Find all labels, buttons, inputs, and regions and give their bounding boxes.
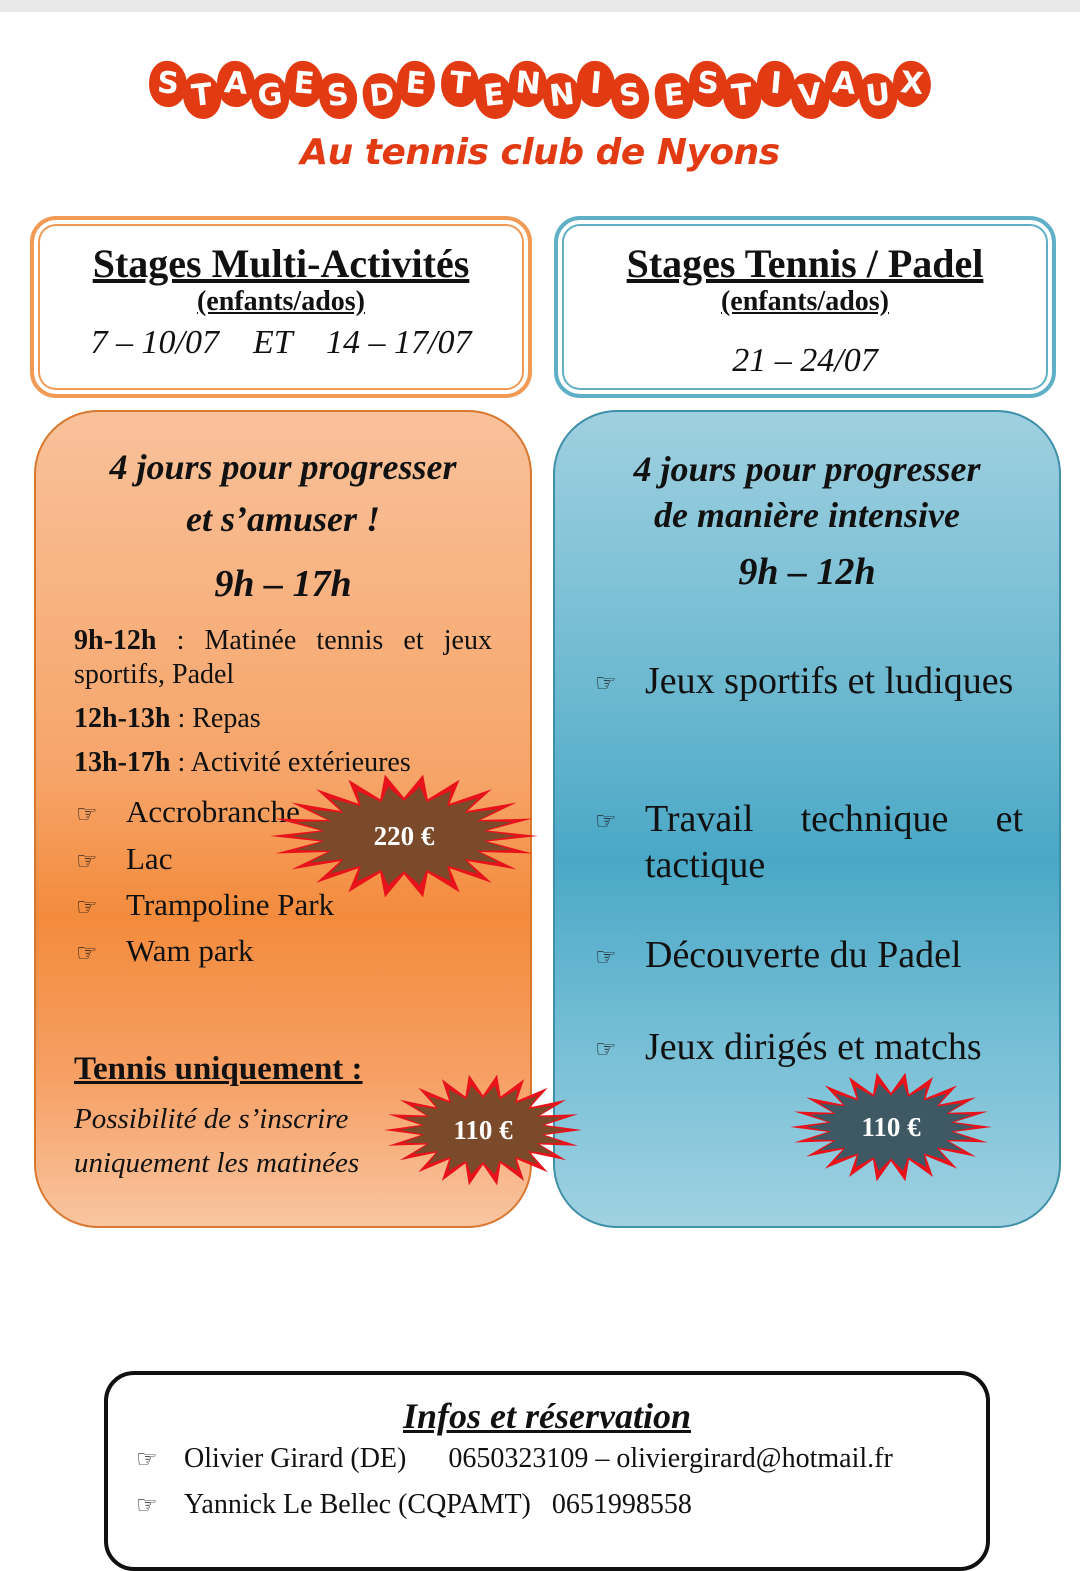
tennis-item-label: Travail technique et tactique [645,798,1023,886]
schedule-time: 12h-13h [74,703,171,734]
pointing-hand-icon: ☞ [595,1035,617,1063]
activity-item [76,841,172,877]
activity-label: Accrobranche [126,794,300,829]
page-subtitle: Au tennis club de Nyons [300,132,780,173]
tennis-only-line-1: Possibilité de s’inscrire [74,1103,349,1135]
right-hours: 9h – 12h [738,551,876,593]
title-letter: N [541,71,584,121]
title-letter: S [687,59,729,108]
activity-label: Lac [126,841,173,876]
tennis-padel-header [554,216,1056,398]
pointing-hand-icon: ☞ [595,943,617,971]
title-letter: S [609,71,652,121]
activity-label: Trampoline Park [126,887,335,922]
title-letter: T [439,59,481,108]
activity-item [76,794,300,830]
info-title: Infos et réservation [403,1396,691,1436]
right-headline-2: de manière intensive [654,495,960,535]
page-title [60,48,1020,128]
info-box [104,1371,990,1571]
schedule-time: 9h-12h [74,625,157,656]
multi-activites-title: Stages Multi-Activités [92,241,470,286]
tennis-item-label: Découverte du Padel [645,934,962,976]
tennis-padel-audience: (enfants/ados) [720,286,889,317]
left-headline-1: 4 jours pour progresser [109,447,457,487]
activity-item [76,933,253,969]
tennis-only-title: Tennis uniquement : [74,1051,363,1087]
title-letter: T [721,71,764,121]
contact-text: Yannick Le Bellec (CQPAMT) 0651998558 [184,1489,692,1520]
price-badge-multi [268,772,540,900]
tennis-only-line-2: uniquement les matinées [74,1147,360,1179]
contact-text: Olivier Girard (DE) 0650323109 – oliviergirard@hotmail.fr [184,1443,893,1474]
title-letter: X [891,59,933,108]
top-bar [0,0,1080,12]
schedule-text: : Matinée tennis et jeux sportifs, Padel [74,625,492,690]
pointing-hand-icon: ☞ [595,669,617,697]
pointing-hand-icon: ☞ [76,847,98,875]
price-tennis-padel: 110 € [861,1111,921,1142]
title-letter: D [361,71,404,121]
pointing-hand-icon: ☞ [76,893,98,921]
pointing-hand-icon: ☞ [136,1491,158,1519]
title-letter: T [181,71,224,121]
title-letter: I [755,59,797,108]
price-badge-tennis-padel [788,1070,994,1184]
title-letter: A [215,59,257,108]
schedule-text: : Activité extérieures [170,747,411,778]
schedule-item [74,702,261,736]
title-letter: V [789,71,832,121]
price-badge-tennis-only [382,1072,584,1188]
multi-activites-audience: (enfants/ados) [196,286,365,317]
title-letter: E [395,59,437,108]
title-letter: N [507,59,549,108]
multi-activites-dates: 7 – 10/07 ET 14 – 17/07 [90,324,472,361]
title-letter: U [857,71,900,121]
tennis-item-label: Jeux dirigés et matchs [645,1026,982,1068]
title-letter: I [575,59,617,108]
activity-label: Wam park [126,933,254,968]
schedule-time: 13h-17h [74,747,171,778]
title-letter: S [317,71,360,121]
title-letter: E [653,71,696,121]
contact-line [136,1489,692,1521]
title-letter: G [249,71,292,121]
title-letter: A [823,59,865,108]
title-letter: S [147,59,189,108]
pointing-hand-icon: ☞ [76,939,98,967]
pointing-hand-icon: ☞ [76,800,98,828]
contact-line [136,1443,893,1475]
title-letter: E [473,71,516,121]
right-headline-1: 4 jours pour progresser [633,449,981,489]
pointing-hand-icon: ☞ [136,1445,158,1473]
schedule-text: : Repas [170,703,261,734]
price-multi: 220 € [373,820,435,851]
left-hours: 9h – 17h [214,563,352,605]
tennis-padel-title: Stages Tennis / Padel [626,241,984,286]
multi-activites-header [30,216,532,398]
schedule-item [74,624,492,692]
pointing-hand-icon: ☞ [595,807,617,835]
tennis-item-label: Jeux sportifs et ludiques [645,660,1014,702]
price-tennis-only: 110 € [453,1114,513,1145]
title-letter: E [283,59,325,108]
tennis-padel-dates: 21 – 24/07 [732,342,878,379]
left-headline-2: et s’amuser ! [185,499,380,539]
